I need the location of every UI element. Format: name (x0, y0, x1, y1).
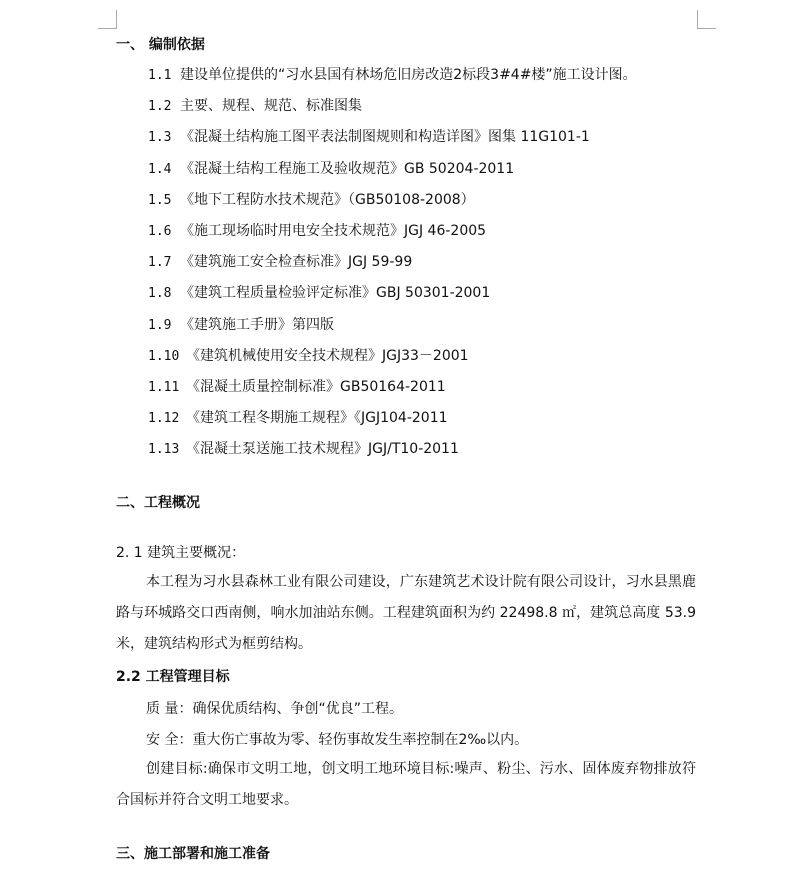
basis-item-number: 1.3 (148, 130, 172, 146)
page-corner-mark-top-left (98, 10, 117, 29)
basis-item (148, 409, 448, 428)
basis-item-text: 《混凝土结构工程施工及验收规范》GB 50204-2011 (180, 160, 515, 177)
basis-item (148, 378, 446, 397)
basis-item (148, 222, 486, 241)
basis-item (148, 440, 459, 459)
basis-item-text: 《建筑工程冬期施工规程》《JGJ104-2011 (186, 410, 448, 427)
basis-item (148, 97, 362, 116)
basis-item-number: 1.6 (148, 224, 172, 239)
safety-goal: 安 全：重大伤亡事故为零、轻伤事故发生率控制在2‰以内。 (146, 732, 529, 748)
basis-item (148, 347, 469, 366)
section-heading-overview: 二、工程概况 (116, 495, 200, 511)
basis-item (148, 128, 590, 147)
civilized-site-goal: 创建目标:确保市文明工地，创文明工地环境目标:噪声、粉尘、污水、固体废弃物排放符合国标并符合文明工地要求。 (116, 761, 696, 808)
overview-paragraph: 本工程为习水县森林工业有限公司建设，广东建筑艺术设计院有限公司设计，习水县黑鹿路与环城路交口西南侧，响水加油站东侧。工程建筑面积为约 22498.8 ㎡，建筑总高度 53.9 米，建筑结构形式为框剪结构。 (116, 574, 696, 652)
basis-item-number: 1.4 (148, 161, 172, 177)
basis-item-number: 1.1 (148, 68, 172, 83)
section-heading-basis: 一、 编制依据 (116, 37, 205, 53)
basis-item-text: 《混凝土质量控制标准》GB50164-2011 (186, 379, 446, 395)
basis-item-text: 《建筑机械使用安全技术规程》JGJ33－2001 (186, 347, 469, 364)
basis-item-text: 建设单位提供的“习水县国有林场危旧房改造2标段3#4#楼”施工设计图。 (180, 67, 637, 83)
basis-item-number: 1.8 (148, 286, 172, 302)
basis-item-text: 《施工现场临时用电安全技术规范》JGJ 46-2005 (180, 223, 487, 239)
basis-item-text: 《建筑工程质量检验评定标准》GBJ 50301-2001 (180, 285, 491, 302)
basis-item-number: 1.13 (148, 442, 180, 458)
basis-item-number: 1.10 (148, 348, 180, 364)
basis-item-text: 《混凝土结构施工图平表法制图规则和构造详图》图集 11G101-1 (180, 129, 590, 146)
basis-item-number: 1.2 (148, 99, 172, 115)
subsection-management-goals: 2.2 工程管理目标 (116, 669, 230, 685)
basis-item-number: 1.7 (148, 255, 172, 271)
basis-item-text: 《地下工程防水技术规范》（GB50108-2008） (180, 191, 475, 208)
basis-item-number: 1.5 (148, 192, 172, 208)
basis-item-text: 《混凝土泵送施工技术规程》JGJ/T10-2011 (186, 441, 459, 458)
basis-item-text: 《建筑施工手册》第四版 (180, 316, 334, 333)
basis-item-number: 1.9 (148, 317, 172, 333)
basis-item-number: 1.12 (148, 411, 180, 427)
basis-item (148, 253, 412, 272)
basis-item (148, 160, 514, 179)
basis-item (148, 284, 490, 303)
page-corner-mark-top-right (697, 10, 716, 29)
basis-item-number: 1.11 (148, 380, 180, 395)
basis-item-text: 《建筑施工安全检查标准》JGJ 59-99 (180, 254, 413, 271)
basis-item (148, 316, 334, 335)
quality-goal: 质 量：确保优质结构、争创“优良”工程。 (146, 701, 403, 717)
basis-item-text: 主要、规程、规范、标准图集 (180, 98, 362, 115)
subsection-building-overview: 2. 1 建筑主要概况： (116, 545, 246, 561)
basis-item (148, 66, 637, 85)
section-heading-deployment: 三、施工部署和施工准备 (116, 846, 270, 862)
basis-item (148, 191, 475, 210)
